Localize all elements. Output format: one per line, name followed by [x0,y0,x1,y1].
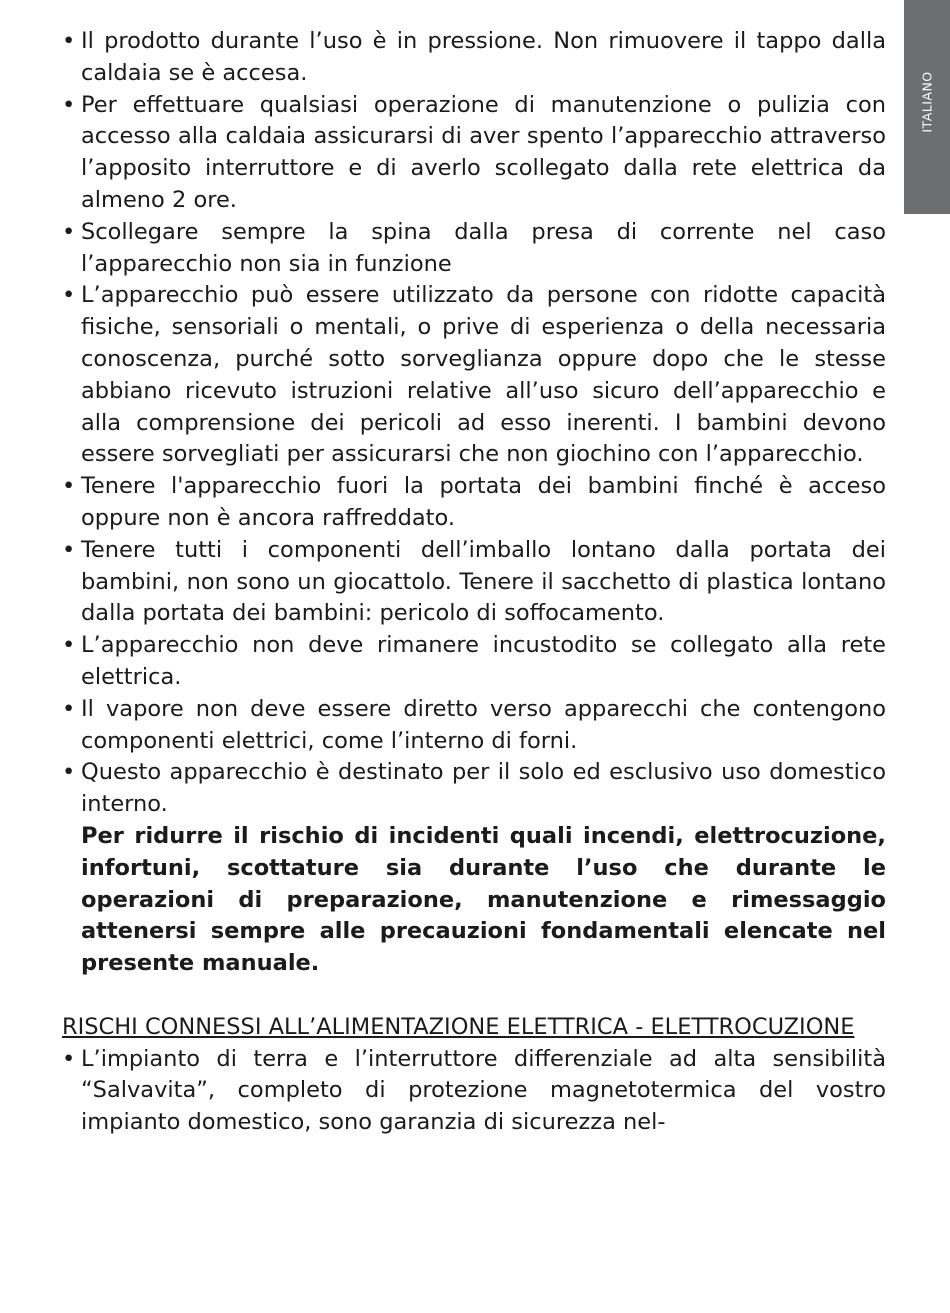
list-item-text: Tenere tutti i componenti dell’imballo lontano dalla portata dei bambini, non sono un giocattolo. Tenere il sacchetto di plastica lontano dalla portata dei bambini: pericolo di soffocamento. [81,536,886,627]
list-item-text: L’apparecchio non deve rimanere incustodito se collegato alla rete elettrica. [81,632,886,690]
list-item [62,26,886,90]
list-item-text: Per effettuare qualsiasi operazione di manutenzione o pulizia con accesso alla caldaia assicurarsi di aver spento l’apparecchio attraverso l’apposito interruttore e di averlo scollegato dalla rete elettrica da almeno 2 ore. [81,91,886,213]
list-item-text: Tenere l'apparecchio fuori la portata dei bambini finché è acceso oppure non è ancora raffreddato. [81,473,886,531]
bullet-icon: • [62,632,76,659]
list-item [62,90,886,217]
bullet-icon: • [62,1045,76,1072]
bullet-icon: • [62,91,76,118]
list-item [62,694,886,758]
list-item [62,535,886,630]
safety-warning-note: Per ridurre il rischio di incidenti quali incendi, elettrocuzione, infortuni, scottature sia durante l’uso che durante le operazioni di preparazione, manutenzione e rimessaggio attenersi sempre alle precauzioni fondamentali elencate nel presente manuale. [81,822,886,977]
section-spacer [62,980,886,1012]
language-tab-label: ITALIANO [919,71,935,133]
list-item [62,217,886,281]
list-item-text: Scollegare sempre la spina dalla presa di corrente nel caso l’apparecchio non sia in funzione [81,218,886,277]
bullet-icon: • [62,536,76,563]
bullet-icon: • [62,695,76,722]
list-item [62,1044,886,1139]
page-content [62,26,886,1139]
bullet-icon: • [62,218,76,245]
bullet-icon: • [62,28,76,54]
list-item [62,280,886,471]
bullet-icon: • [62,473,76,500]
bullet-icon: • [62,282,76,309]
list-item-text: Questo apparecchio è destinato per il solo ed esclusivo uso domestico interno. [81,759,886,818]
section-heading: RISCHI CONNESSI ALL’ALIMENTAZIONE ELETTRICA - ELETTROCUZIONE [62,1013,855,1040]
list-item [62,630,886,694]
list-item [62,757,886,821]
list-item-text: Il prodotto durante l’uso è in pressione. Non rimuovere il tappo dalla caldaia se è accesa. [81,28,886,86]
language-tab [904,0,950,214]
list-item [62,471,886,535]
bullet-icon: • [62,759,76,786]
list-item-text: L’apparecchio può essere utilizzato da persone con ridotte capacità fisiche, sensoriali o mentali, o prive di esperienza o della necessaria conoscenza, purché sotto sorveglianza oppure dopo che le stesse abbiano ricevuto istruzioni relative all’uso sicuro dell’apparecchio e alla comprensione dei pericoli ad esso inerenti. I bambini devono essere sorvegliati per assicurarsi che non giochino con l’apparecchio. [81,282,886,468]
list-item-text: L’impianto di terra e l’interruttore differenziale ad alta sensibilità “Salvavita”, completo di protezione magnetotermica del vostro impianto domestico, sono garanzia di sicurezza nel- [81,1045,886,1136]
list-item-text: Il vapore non deve essere diretto verso apparecchi che contengono componenti elettrici, come l’interno di forni. [81,695,886,754]
